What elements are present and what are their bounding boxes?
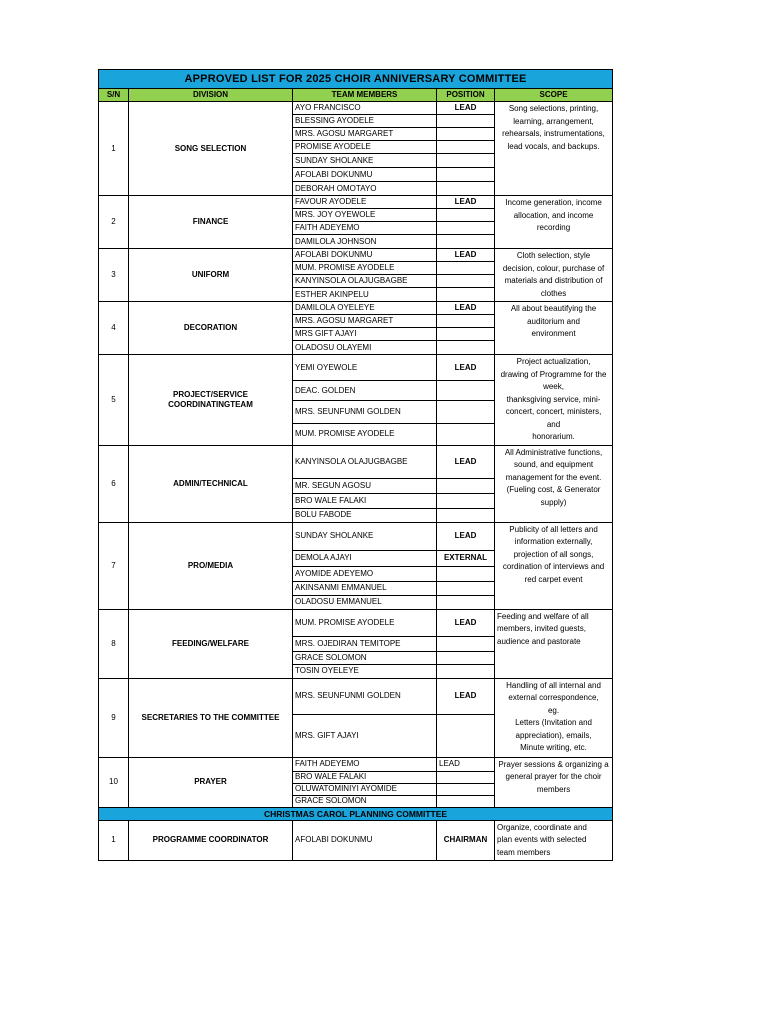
member-position: LEAD — [437, 249, 495, 262]
division-name-line: FEEDING/WELFARE — [172, 638, 249, 648]
table-row — [99, 678, 613, 714]
scope-text — [495, 102, 613, 196]
member-position — [437, 341, 495, 355]
scope-text-line: clothes — [540, 288, 567, 298]
team-member: BRO WALE FALAKI — [293, 493, 437, 508]
scope-text-line: auditorium and — [527, 316, 580, 326]
member-position — [437, 315, 495, 328]
team-member: AYO FRANCISCO — [293, 102, 437, 115]
team-member: YEMI OYEWOLE — [293, 355, 437, 381]
division-name-line: FINANCE — [192, 217, 229, 226]
team-member: FAITH ADEYEMO — [293, 757, 437, 771]
member-position: LEAD — [437, 522, 495, 550]
member-position: LEAD — [437, 102, 495, 115]
team-member: MRS. AGOSU MARGARET — [293, 315, 437, 328]
team-member: SUNDAY SHOLANKE — [293, 154, 437, 168]
division-name-line: TEAM — [230, 399, 253, 409]
member-position — [437, 209, 495, 222]
member-position: LEAD — [437, 445, 495, 478]
serial-number: 8 — [99, 609, 129, 678]
scope-text — [495, 609, 613, 678]
division-name-line: SECRETARIES TO THE COMMITTEE — [141, 712, 280, 722]
member-position — [437, 424, 495, 445]
division-name-line: PRAYER — [194, 777, 227, 786]
division-name — [129, 249, 293, 302]
member-position — [437, 381, 495, 401]
member-position — [437, 288, 495, 302]
scope-text — [495, 522, 613, 609]
scope-text-line: projection of all songs, — [513, 549, 594, 559]
division-name — [129, 302, 293, 355]
member-position — [437, 154, 495, 168]
team-member: SUNDAY SHOLANKE — [293, 522, 437, 550]
division-name: PROGRAMME COORDINATOR — [129, 820, 293, 861]
sheet-title: APPROVED LIST FOR 2025 CHOIR ANNIVERSARY COMMITTEE — [99, 70, 613, 89]
team-member: DEMOLA AJAYI — [293, 550, 437, 566]
team-member: MRS GIFT AJAYI — [293, 328, 437, 341]
team-member: KANYINSOLA OLAJUGBAGBE — [293, 275, 437, 288]
scope-text-line: team members — [497, 847, 551, 857]
scope-text-line: All Administrative functions, — [504, 447, 603, 457]
scope-text-line: cordination of interviews and — [502, 562, 605, 571]
team-member: FAITH ADEYEMO — [293, 222, 437, 235]
member-position — [437, 262, 495, 275]
member-position — [437, 771, 495, 783]
team-member: DEBORAH OMOTAYO — [293, 182, 437, 196]
member-position — [437, 168, 495, 182]
member-position — [437, 581, 495, 595]
scope-text-line: Prayer sessions & organizing a — [498, 759, 609, 769]
team-member: BLESSING AYODELE — [293, 115, 437, 128]
team-member: MRS. SEUNFUNMI GOLDEN — [293, 678, 437, 714]
team-member: BOLU FABODE — [293, 508, 437, 522]
division-name — [129, 102, 293, 196]
committee-table — [98, 69, 613, 861]
division-name — [129, 355, 293, 446]
table-row — [99, 355, 613, 381]
scope-text-line: decision, colour, purchase of — [502, 263, 605, 273]
member-position: CHAIRMAN — [437, 820, 495, 861]
team-member: MR. SEGUN AGOSU — [293, 478, 437, 493]
scope-text-line: Song selections, printing, — [508, 104, 599, 113]
team-member: AFOLABI DOKUNMU — [293, 168, 437, 182]
table-row — [99, 249, 613, 262]
table-row — [99, 102, 613, 115]
member-position: LEAD — [437, 678, 495, 714]
scope-text-line: members, invited guests, — [497, 624, 586, 633]
scope-text-line: red carpet event — [524, 574, 583, 584]
division-name — [129, 522, 293, 609]
member-position: LEAD — [437, 757, 495, 771]
scope-text-line: lead vocals, and backups. — [507, 141, 600, 151]
scope-text-line: Feeding and welfare of all — [497, 611, 589, 621]
team-member: AFOLABI DOKUNMU — [293, 820, 437, 861]
division-name — [129, 757, 293, 807]
division-name — [129, 678, 293, 757]
member-position — [437, 664, 495, 678]
member-position — [437, 128, 495, 141]
team-member: MRS. AGOSU MARGARET — [293, 128, 437, 141]
committee-sheet — [98, 69, 612, 861]
section-header-row — [99, 807, 613, 820]
team-member: MRS. OJEDIRAN TEMITOPE — [293, 636, 437, 651]
scope-text — [495, 302, 613, 355]
header-team-members: TEAM MEMBERS — [293, 89, 437, 102]
member-position: LEAD — [437, 196, 495, 209]
member-position — [437, 795, 495, 807]
member-position — [437, 478, 495, 493]
serial-number: 1 — [99, 820, 129, 861]
division-name-line: SONG SELECTION — [174, 143, 247, 153]
scope-text-line: Publicity of all letters and — [509, 524, 598, 534]
team-member: FAVOUR AYODELE — [293, 196, 437, 209]
team-member: DAMILOLA OYELEYE — [293, 302, 437, 315]
header-scope: SCOPE — [495, 89, 613, 102]
member-position — [437, 636, 495, 651]
header-row — [99, 89, 613, 102]
member-position: LEAD — [437, 302, 495, 315]
scope-text-line: appreciation), emails, — [515, 730, 592, 740]
scope-text-line: (Fueling cost, & Generator — [506, 485, 601, 494]
team-member: PROMISE AYODELE — [293, 141, 437, 154]
scope-text-line: Letters (Invitation and — [515, 718, 592, 727]
scope-text-line: materials and distribution of — [504, 276, 603, 285]
member-position — [437, 328, 495, 341]
member-position — [437, 275, 495, 288]
table-row — [99, 757, 613, 771]
scope-text-line: information externally, — [514, 537, 593, 546]
division-name-line: PRO/MEDIA — [187, 560, 234, 570]
team-member: OLADOSU OLAYEMI — [293, 341, 437, 355]
member-position: EXTERNAL — [437, 550, 495, 566]
team-member: MUM. PROMISE AYODELE — [293, 609, 437, 636]
serial-number: 7 — [99, 522, 129, 609]
member-position — [437, 401, 495, 424]
scope-text-line: supply) — [540, 497, 567, 507]
scope-text-line: thanksgiving service, mini- — [506, 394, 601, 404]
header-position: POSITION — [437, 89, 495, 102]
table-row — [99, 820, 613, 861]
scope-text-line: and — [546, 419, 561, 429]
scope-text-line: concert, concert, ministers, — [505, 407, 602, 416]
team-member: GRACE SOLOMON — [293, 795, 437, 807]
member-position — [437, 783, 495, 795]
team-member: DAMILOLA JOHNSON — [293, 235, 437, 249]
team-member: BRO WALE FALAKI — [293, 771, 437, 783]
christmas-section-title: CHRISTMAS CAROL PLANNING COMMITTEE — [99, 807, 613, 820]
serial-number: 5 — [99, 355, 129, 446]
scope-text — [495, 820, 613, 861]
division-name-line: PROJECT/SERVICE COORDINATING — [168, 389, 248, 409]
scope-text-line: Income generation, income — [505, 198, 602, 207]
serial-number: 1 — [99, 102, 129, 196]
scope-text-line: environment — [531, 329, 576, 338]
scope-text-line: recording — [536, 223, 571, 232]
division-name-line: UNIFORM — [191, 270, 230, 279]
scope-text-line: Handling of all internal and — [506, 680, 601, 690]
header-sn: S/N — [99, 89, 129, 102]
serial-number: 6 — [99, 445, 129, 522]
scope-text-line: rehearsals, instrumentations, — [502, 129, 605, 138]
scope-text — [495, 757, 613, 807]
scope-text-line: honorarium. — [532, 432, 575, 441]
division-name — [129, 196, 293, 249]
team-member: AKINSANMI EMMANUEL — [293, 581, 437, 595]
member-position — [437, 714, 495, 757]
team-member: DEAC. GOLDEN — [293, 381, 437, 401]
member-position — [437, 651, 495, 664]
member-position — [437, 115, 495, 128]
member-position — [437, 222, 495, 235]
scope-text-line: eg. — [547, 705, 560, 715]
scope-text-line: management for the event. — [505, 472, 602, 482]
serial-number: 10 — [99, 757, 129, 807]
division-name — [129, 445, 293, 522]
scope-text — [495, 196, 613, 249]
member-position — [437, 493, 495, 508]
team-member: MUM. PROMISE AYODELE — [293, 262, 437, 275]
header-division: DIVISION — [129, 89, 293, 102]
scope-text-line: external correspondence, — [508, 693, 599, 702]
scope-text-line: members — [536, 784, 571, 794]
team-member: AYOMIDE ADEYEMO — [293, 566, 437, 581]
table-row — [99, 302, 613, 315]
serial-number: 4 — [99, 302, 129, 355]
member-position: LEAD — [437, 609, 495, 636]
table-row — [99, 609, 613, 636]
member-position — [437, 235, 495, 249]
scope-text — [495, 355, 613, 446]
team-member: MRS. GIFT AJAYI — [293, 714, 437, 757]
serial-number: 9 — [99, 678, 129, 757]
member-position — [437, 566, 495, 581]
team-member: MUM. PROMISE AYODELE — [293, 424, 437, 445]
scope-text-line: allocation, and income — [513, 210, 594, 220]
team-member: ESTHER AKINPELU — [293, 288, 437, 302]
serial-number: 2 — [99, 196, 129, 249]
member-position — [437, 508, 495, 522]
member-position: LEAD — [437, 355, 495, 381]
scope-text-line: learning, arrangement, — [513, 116, 594, 126]
team-member: MRS. JOY OYEWOLE — [293, 209, 437, 222]
team-member: OLADOSU EMMANUEL — [293, 595, 437, 609]
member-position — [437, 141, 495, 154]
member-position — [437, 182, 495, 196]
table-row — [99, 522, 613, 550]
scope-text-line: Project actualization, — [516, 357, 591, 366]
table-row — [99, 445, 613, 478]
division-name-line: DECORATION — [183, 323, 238, 332]
scope-text-line: All about beautifying the — [510, 304, 597, 313]
scope-text-line: audience and pastorate — [497, 636, 581, 646]
serial-number: 3 — [99, 249, 129, 302]
scope-text — [495, 249, 613, 302]
division-name — [129, 609, 293, 678]
team-member: MRS. SEUNFUNMI GOLDEN — [293, 401, 437, 424]
scope-text-line: week, — [543, 382, 564, 391]
scope-text-line: Cloth selection, style — [516, 251, 591, 260]
team-member: OLUWATOMINIYI AYOMIDE — [293, 783, 437, 795]
scope-text-line: Minute writing, etc. — [520, 743, 587, 752]
scope-text — [495, 445, 613, 522]
team-member: GRACE SOLOMON — [293, 651, 437, 664]
scope-text-line: drawing of Programme for the — [500, 369, 607, 379]
team-member: KANYINSOLA OLAJUGBAGBE — [293, 445, 437, 478]
scope-text — [495, 678, 613, 757]
scope-text-line: plan events with selected — [497, 835, 587, 844]
team-member: TOSIN OYELEYE — [293, 664, 437, 678]
division-name-line: ADMIN/TECHNICAL — [173, 478, 248, 488]
team-member: AFOLABI DOKUNMU — [293, 249, 437, 262]
member-position — [437, 595, 495, 609]
scope-text-line: Organize, coordinate and — [497, 822, 587, 832]
table-row — [99, 196, 613, 209]
scope-text-line: general prayer for the choir — [505, 772, 602, 781]
scope-text-line: sound, and equipment — [513, 460, 594, 469]
